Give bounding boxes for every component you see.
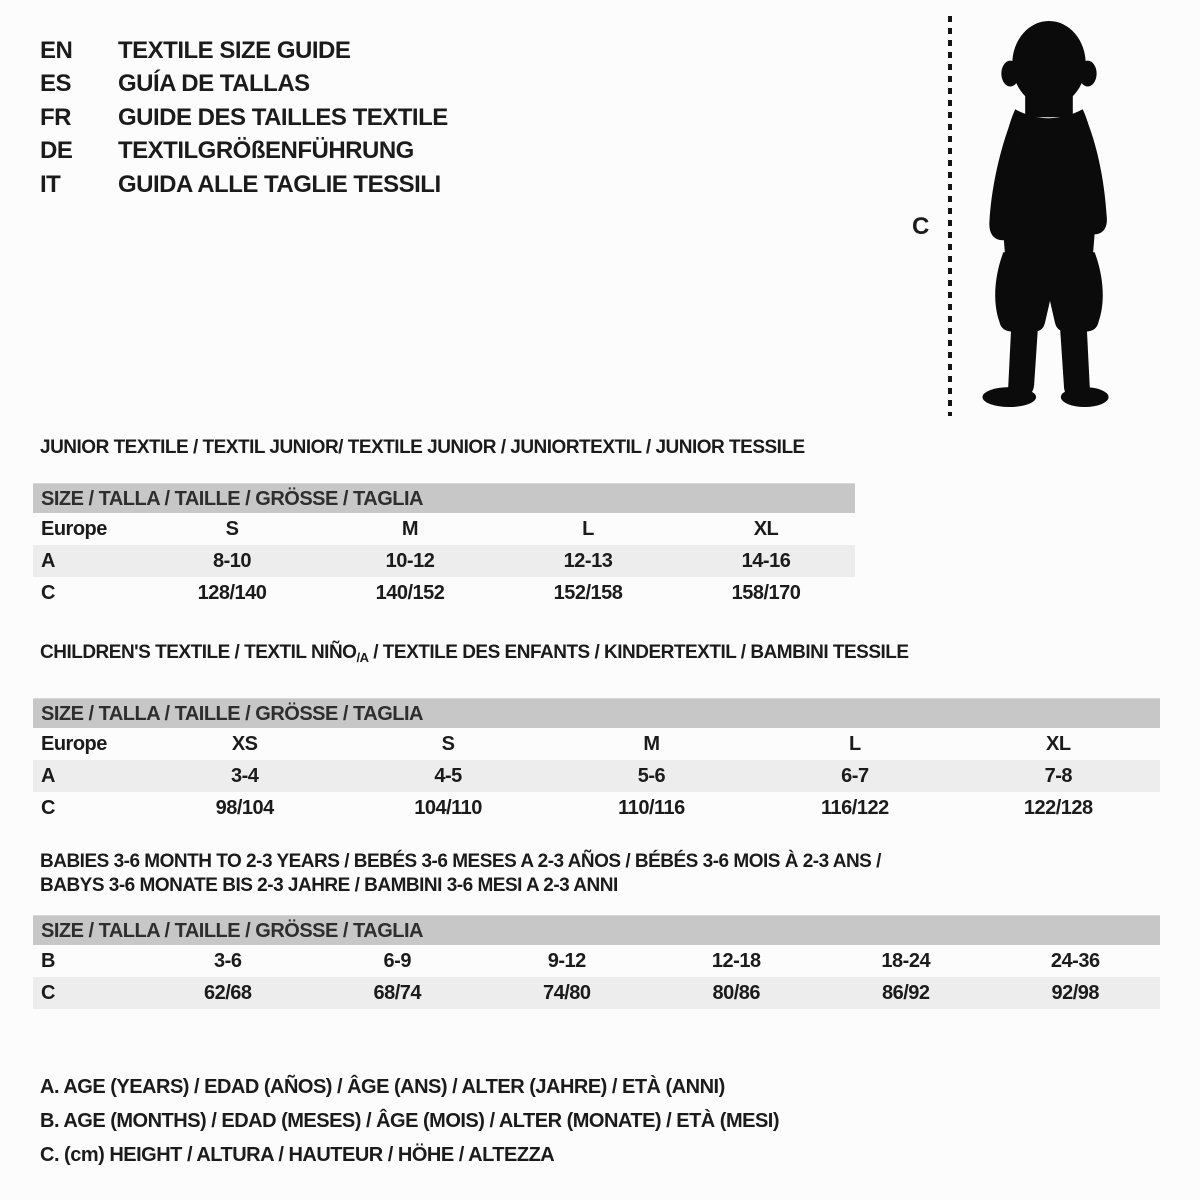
row-label: A [41,764,55,787]
table-cell: 98/104 [215,796,274,819]
height-measure-dotted-line [948,16,952,416]
children-heading-pre: CHILDREN'S TEXTILE / TEXTIL NIÑO [40,642,357,663]
language-code: ES [40,70,72,98]
guide-title: TEXTILE SIZE GUIDE [118,36,351,64]
table-cell: 92/98 [1051,981,1100,1004]
babies-section-heading-line2: BABYS 3-6 MONATE BIS 2-3 JAHRE / BAMBINI 3-6 MESI A 2-3 ANNI [40,875,618,896]
guide-title: GUIDE DES TAILLES TEXTILE [118,103,448,131]
table-cell: 18-24 [881,949,931,972]
children-section-heading [33,641,1160,670]
junior-size-header-bar: SIZE / TALLA / TAILLE / GRÖSSE / TAGLIA [33,483,855,513]
row-label: C [41,796,55,819]
table-cell: 10-12 [385,549,435,572]
table-cell: 152/158 [553,581,623,604]
junior-section-heading: JUNIOR TEXTILE / TEXTIL JUNIOR/ TEXTILE JUNIOR / JUNIORTEXTIL / JUNIOR TESSILE [40,437,805,458]
table-cell: 7-8 [1044,764,1072,787]
table-row [33,513,855,545]
junior-size-table [33,513,855,609]
babies-size-header-bar: SIZE / TALLA / TAILLE / GRÖSSE / TAGLIA [33,915,1160,945]
children-textile-section [33,641,1160,824]
height-measure-label: C [912,213,930,240]
junior-textile-section [33,436,855,609]
table-cell: L [582,517,594,540]
table-cell: 24-36 [1050,949,1100,972]
row-label: Europe [41,732,107,755]
language-code: FR [40,103,71,131]
babies-size-table [33,945,1160,1009]
table-cell: 80/86 [712,981,761,1004]
table-cell: 12-13 [563,549,613,572]
table-cell: 86/92 [881,981,930,1004]
table-cell: M [401,517,419,540]
table-cell: 104/110 [414,796,482,819]
table-cell: 122/128 [1023,796,1093,819]
guide-title: GUIDA ALLE TAGLIE TESSILI [118,170,441,198]
table-cell: S [225,517,239,540]
table-cell: 5-6 [637,764,666,787]
table-cell: M [643,732,660,755]
table-cell: 3-4 [230,764,259,787]
table-cell: 6-7 [841,764,869,787]
row-label: C [41,581,55,604]
table-row [33,760,1160,792]
table-row [33,545,855,577]
table-cell: 14-16 [741,549,791,572]
table-cell: 116/122 [821,796,889,819]
language-row-en [40,34,448,68]
table-cell: XS [231,732,258,755]
table-cell: 8-10 [212,549,252,572]
language-code: EN [40,36,73,64]
children-size-header-bar: SIZE / TALLA / TAILLE / GRÖSSE / TAGLIA [33,698,1160,728]
children-size-table [33,728,1160,824]
babies-textile-section [33,850,1160,1009]
row-label: A [41,549,55,572]
row-label: C [41,981,55,1004]
table-cell: S [441,732,455,755]
table-cell: 128/140 [197,581,267,604]
table-cell: 62/68 [203,981,252,1004]
table-cell: XL [1046,732,1071,755]
table-cell: 110/116 [618,796,685,819]
table-cell: 3-6 [214,949,242,972]
guide-title: TEXTILGRÖßENFÜHRUNG [118,137,414,165]
table-cell: 68/74 [373,981,422,1004]
toddler-silhouette-icon [963,18,1131,410]
language-code: DE [40,137,73,165]
row-label: Europe [41,517,107,540]
language-row-de [40,135,448,169]
table-row [33,792,1160,824]
table-cell: 12-18 [711,949,761,972]
legend-line-b: B. AGE (MONTHS) / EDAD (MESES) / ÂGE (MOIS) / ALTER (MONATE) / ETÀ (MESI) [40,1110,780,1132]
table-row [33,945,1160,977]
language-row-fr [40,101,448,135]
table-cell: L [849,732,861,755]
language-title-list [40,34,448,202]
table-cell: 9-12 [547,949,586,972]
table-cell: 4-5 [434,764,462,787]
table-row [33,977,1160,1009]
table-cell: XL [753,517,779,540]
legend-line-a: A. AGE (YEARS) / EDAD (AÑOS) / ÂGE (ANS) / ALTER (JAHRE) / ETÀ (ANNI) [40,1076,725,1098]
language-code: IT [40,170,61,198]
table-cell: 158/170 [731,581,801,604]
babies-section-heading-line1: BABIES 3-6 MONTH TO 2-3 YEARS / BEBÉS 3-6 MESES A 2-3 AÑOS / BÉBÉS 3-6 MOIS À 2-3 ANS / [40,851,881,872]
children-heading-post: / TEXTILE DES ENFANTS / KINDERTEXTIL / BAMBINI TESSILE [368,642,909,663]
row-label: B [41,949,55,972]
table-row [33,728,1160,760]
measurement-legend [40,1070,779,1172]
table-cell: 6-9 [383,949,411,972]
language-row-es [40,68,448,102]
guide-title: GUÍA DE TALLAS [118,70,310,98]
language-row-it [40,168,448,202]
table-cell: 140/152 [375,581,445,604]
table-row [33,577,855,609]
table-cell: 74/80 [542,981,591,1004]
children-heading-subscript: /A [356,650,369,665]
legend-line-c: C. (cm) HEIGHT / ALTURA / HAUTEUR / HÖHE / ALTEZZA [40,1144,555,1166]
